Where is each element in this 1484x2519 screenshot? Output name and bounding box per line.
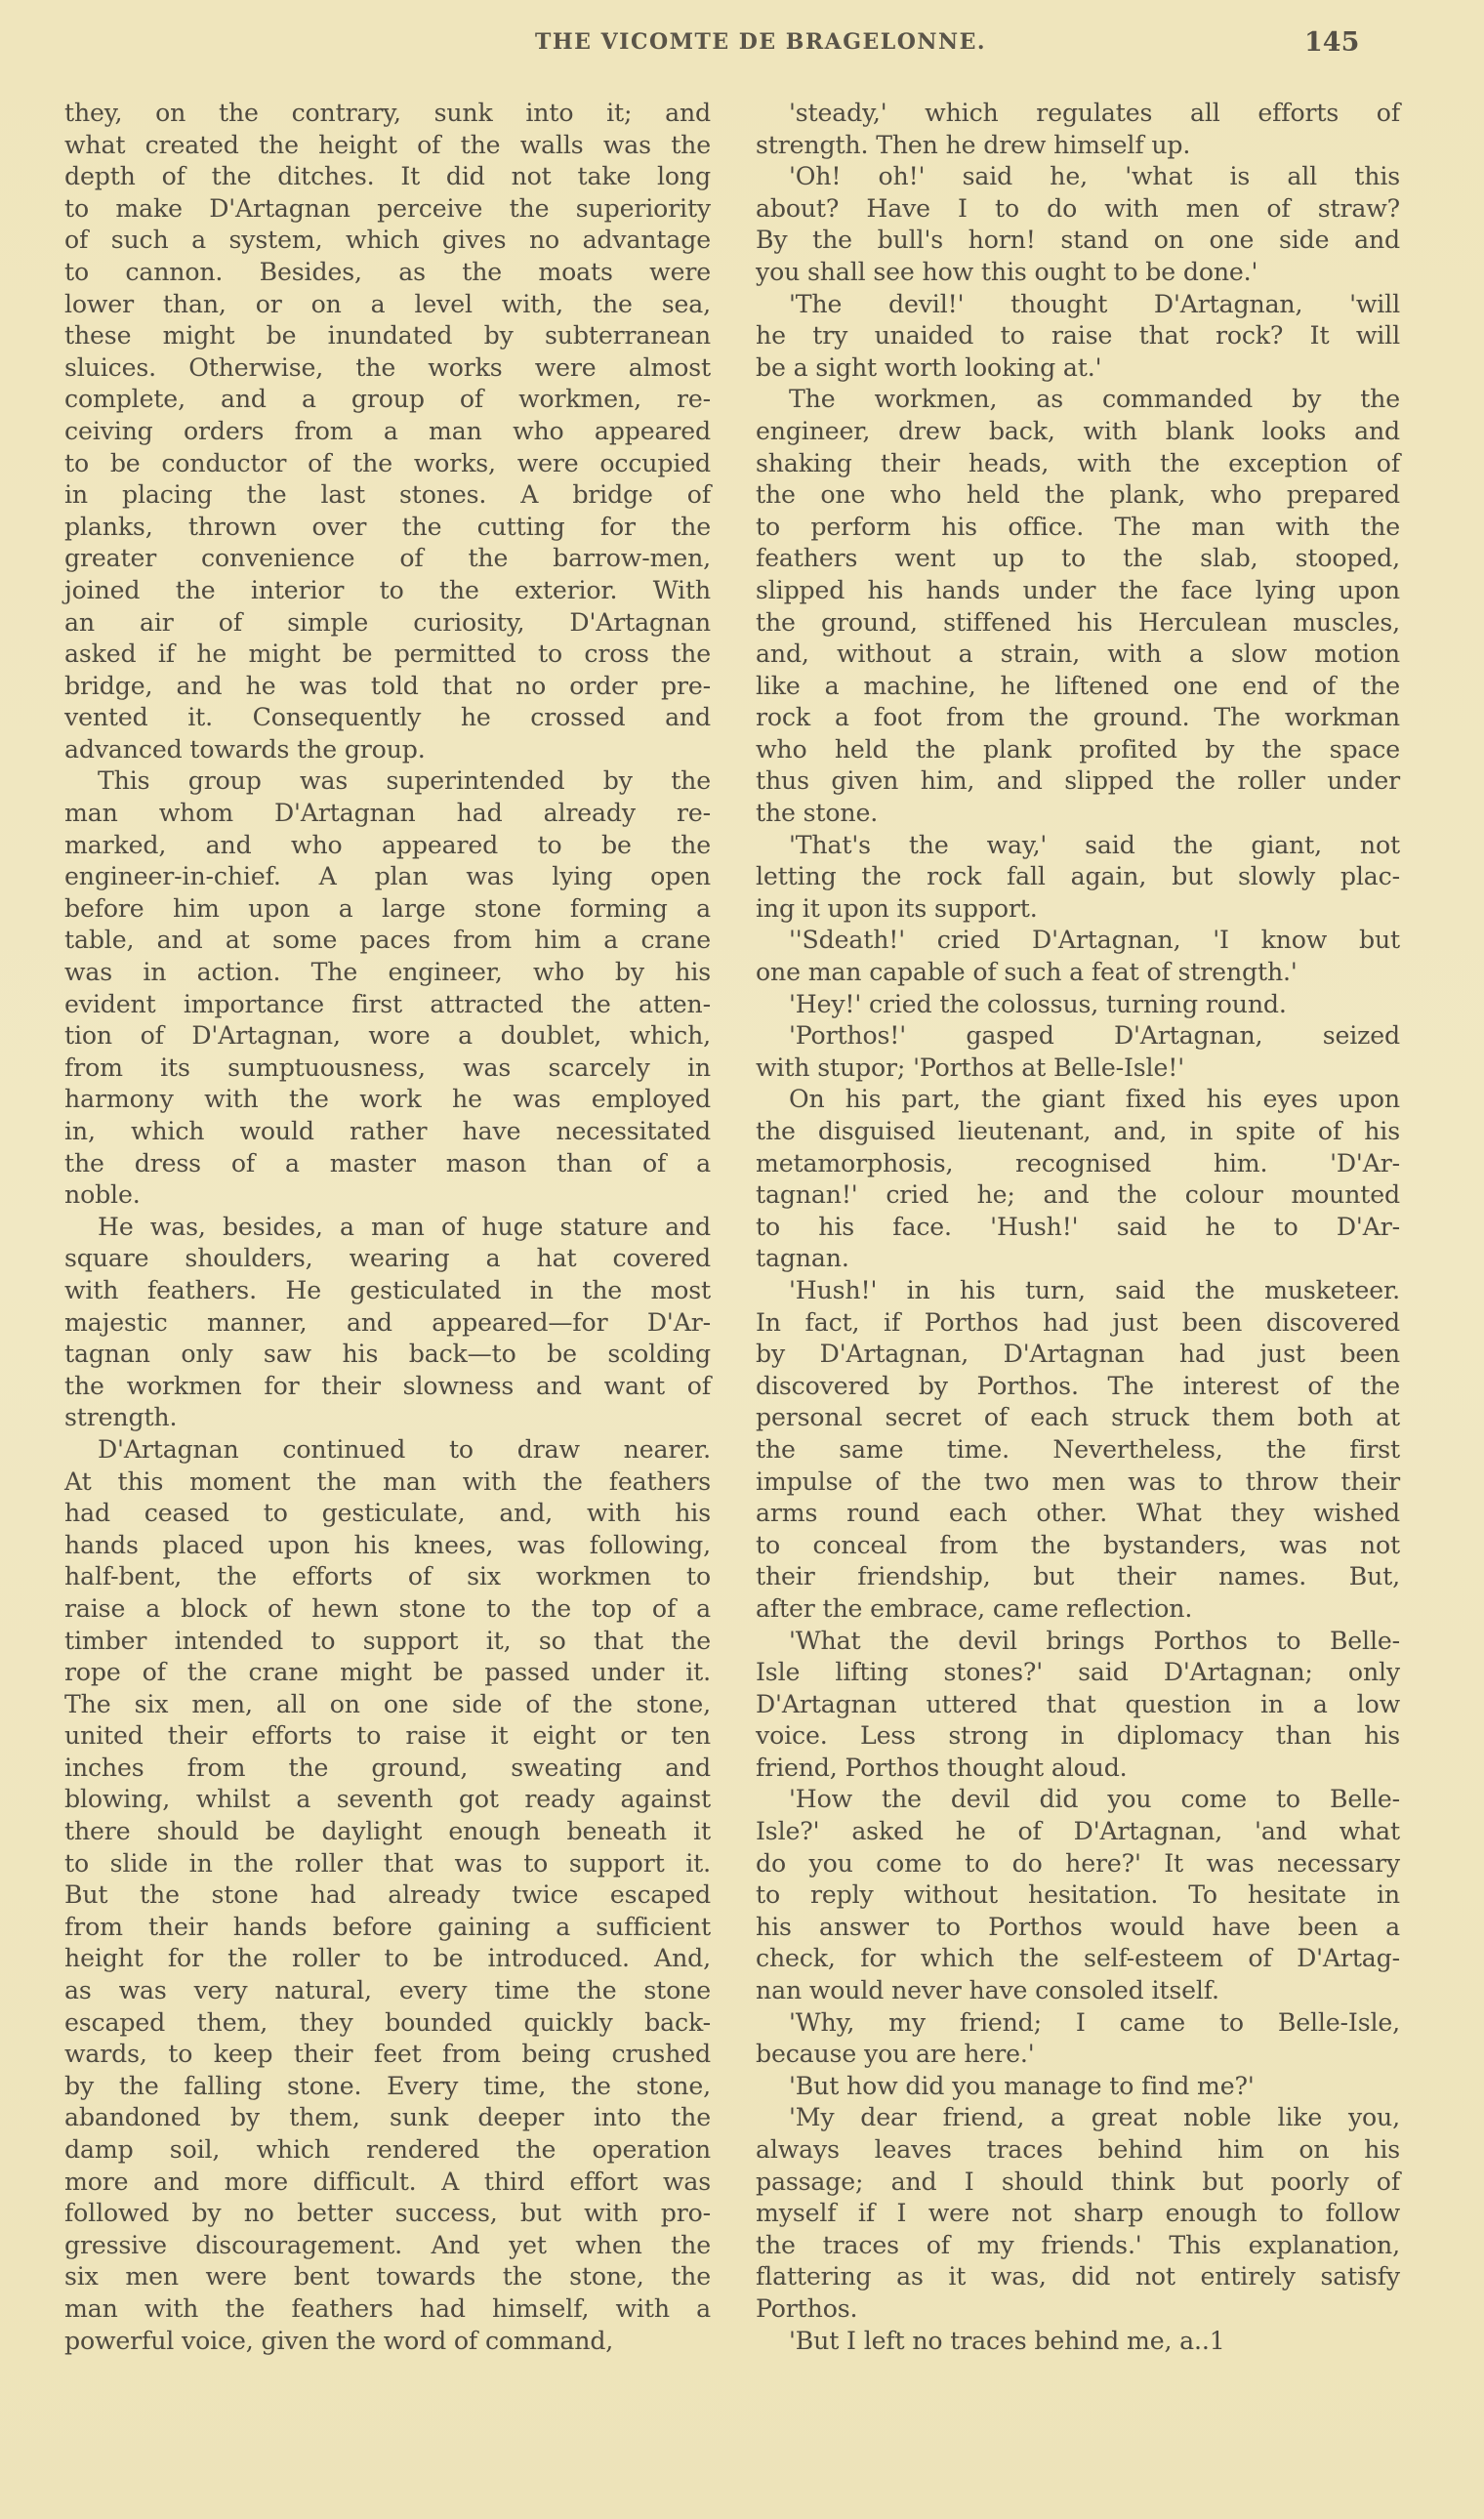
text-line: majestic manner, and appeared—for D'Ar- <box>64 1307 711 1337</box>
text-line: metamorphosis, recognised him. 'D'Ar- <box>756 1148 1400 1177</box>
text-line: to conceal from the bystanders, was not <box>756 1530 1400 1559</box>
text-line: with feathers. He gesticulated in the most <box>64 1275 711 1304</box>
text-line: At this moment the man with the feathers <box>64 1466 711 1496</box>
text-line: the dress of a master mason than of a <box>64 1148 711 1177</box>
text-line: their friendship, but their names. But, <box>756 1562 1400 1591</box>
text-line: The workmen, as commanded by the <box>789 385 1400 414</box>
text-line: timber intended to support it, so that the <box>64 1626 711 1655</box>
text-line: The six men, all on one side of the stone, <box>64 1689 711 1718</box>
text-line: raise a block of hewn stone to the top of a <box>64 1593 711 1623</box>
text-line: depth of the ditches. It did not take long <box>64 162 711 191</box>
text-line: He was, besides, a man of huge stature and <box>98 1212 711 1241</box>
text-line: 'Why, my friend; I came to Belle-Isle, <box>789 2007 1400 2037</box>
text-line: the traces of my friends.' This explanation, <box>756 2230 1400 2259</box>
text-line: shaking their heads, with the exception of <box>756 448 1400 477</box>
text-line: Isle?' asked he of D'Artagnan, 'and what <box>756 1817 1400 1846</box>
text-line: because you are here.' <box>756 2040 1035 2069</box>
text-line: letting the rock fall again, but slowly plac- <box>756 862 1400 891</box>
text-line: who held the plank profited by the space <box>756 734 1400 764</box>
text-line: 'Hey!' cried the colossus, turning round. <box>789 989 1287 1018</box>
text-line: powerful voice, given the word of command, <box>64 2326 614 2355</box>
text-line: D'Artagnan uttered that question in a low <box>756 1689 1400 1718</box>
text-line: man with the feathers had himself, with a <box>64 2293 711 2323</box>
text-line: to his face. 'Hush!' said he to D'Ar- <box>756 1212 1400 1241</box>
text-line: planks, thrown over the cutting for the <box>64 512 711 541</box>
running-title: THE VICOMTE DE BRAGELONNE. <box>535 29 987 55</box>
text-line: his answer to Porthos would have been a <box>756 1912 1400 1941</box>
text-line: 'The devil!' thought D'Artagnan, 'will <box>789 289 1400 318</box>
text-line: to cannon. Besides, as the moats were <box>64 257 711 286</box>
text-line: he try unaided to raise that rock? It will <box>756 321 1400 351</box>
text-line: 'But I left no traces behind me, a..1 <box>789 2326 1225 2355</box>
text-line: passage; and I should think but poorly of <box>756 2167 1400 2196</box>
text-line: as was very natural, every time the stone <box>64 1976 711 2005</box>
text-line: bridge, and he was told that no order pre- <box>64 671 711 700</box>
text-line: they, on the contrary, sunk into it; and <box>64 99 711 127</box>
text-line: strength. Then he drew himself up. <box>756 130 1191 159</box>
text-line: But the stone had already twice escaped <box>64 1880 711 1910</box>
text-line: 'That's the way,' said the giant, not <box>789 830 1400 859</box>
text-line: what created the height of the walls was the <box>64 130 711 159</box>
text-line: from its sumptuousness, was scarcely in <box>64 1053 711 1082</box>
text-line: In fact, if Porthos had just been discovered <box>756 1307 1400 1337</box>
text-line: tagnan only saw his back—to be scolding <box>64 1340 711 1369</box>
text-line: ceiving orders from a man who appeared <box>64 416 711 445</box>
text-line: in, which would rather have necessitated <box>64 1117 711 1145</box>
text-line: feathers went up to the slab, stooped, <box>756 544 1400 573</box>
running-header <box>0 27 1484 66</box>
text-line: united their efforts to raise it eight or ten <box>64 1721 711 1751</box>
text-line: abandoned by them, sunk deeper into the <box>64 2103 711 2132</box>
text-line: ing it upon its support. <box>756 893 1038 923</box>
text-line: the same time. Nevertheless, the first <box>756 1434 1400 1464</box>
text-line: asked if he might be permitted to cross the <box>64 640 711 669</box>
text-line: the stone. <box>756 799 879 828</box>
text-line: in placing the last stones. A bridge of <box>64 480 711 510</box>
text-line: Porthos. <box>756 2293 858 2323</box>
text-line: the one who held the plank, who prepared <box>756 480 1400 510</box>
text-line: by the falling stone. Every time, the stone, <box>64 2071 711 2100</box>
text-line: by D'Artagnan, D'Artagnan had just been <box>756 1340 1400 1369</box>
text-line: gressive discouragement. And yet when the <box>64 2230 711 2259</box>
text-line: always leaves traces behind him on his <box>756 2135 1400 2164</box>
text-line: tion of D'Artagnan, wore a doublet, which, <box>64 1021 711 1051</box>
text-line: On his part, the giant fixed his eyes upon <box>789 1085 1400 1114</box>
text-line: an air of simple curiosity, D'Artagnan <box>64 607 711 637</box>
text-line: the ground, stiffened his Herculean muscles, <box>756 607 1400 637</box>
text-line: to perform his office. The man with the <box>756 512 1400 541</box>
text-line: 'My dear friend, a great noble like you, <box>789 2103 1400 2132</box>
text-line: myself if I were not sharp enough to follow <box>756 2199 1400 2228</box>
text-line: table, and at some paces from him a crane <box>64 926 711 955</box>
text-line: engineer-in-chief. A plan was lying open <box>64 862 711 891</box>
text-line: more and more difficult. A third effort was <box>64 2167 711 2196</box>
text-line: was in action. The engineer, who by his <box>64 958 711 987</box>
text-line: be a sight worth looking at.' <box>756 352 1102 382</box>
text-line: engineer, drew back, with blank looks and <box>756 416 1400 445</box>
text-line: marked, and who appeared to be the <box>64 830 711 859</box>
text-line: to make D'Artagnan perceive the superiority <box>64 193 711 223</box>
text-line: to be conductor of the works, were occupied <box>64 448 711 477</box>
text-line: the workmen for their slowness and want of <box>64 1371 711 1400</box>
text-line: tagnan. <box>756 1244 849 1273</box>
text-line: impulse of the two men was to throw their <box>756 1466 1400 1496</box>
text-line: harmony with the work he was employed <box>64 1085 711 1114</box>
text-line: check, for which the self-esteem of D'Artag- <box>756 1944 1400 1973</box>
text-line: from their hands before gaining a sufficient <box>64 1912 711 1941</box>
text-line: 'But how did you manage to find me?' <box>789 2071 1255 2100</box>
text-line: Isle lifting stones?' said D'Artagnan; only <box>756 1658 1400 1687</box>
text-line: do you come to do here?' It was necessary <box>756 1848 1400 1878</box>
text-line: square shoulders, wearing a hat covered <box>64 1244 711 1273</box>
text-line: one man capable of such a feat of strength.' <box>756 958 1298 987</box>
text-line: friend, Porthos thought aloud. <box>756 1753 1128 1782</box>
text-line: By the bull's horn! stand on one side and <box>756 226 1400 255</box>
text-line: there should be daylight enough beneath it <box>64 1817 711 1846</box>
text-line: damp soil, which rendered the operation <box>64 2135 711 2164</box>
text-line: to reply without hesitation. To hesitate in <box>756 1880 1400 1910</box>
right-column <box>756 98 1400 2357</box>
text-line: blowing, whilst a seventh got ready against <box>64 1785 711 1814</box>
text-line: half-bent, the efforts of six workmen to <box>64 1562 711 1591</box>
text-line: 'Oh! oh!' said he, 'what is all this <box>789 162 1400 191</box>
text-line: with stupor; 'Porthos at Belle-Isle!' <box>756 1053 1184 1082</box>
text-line: had ceased to gesticulate, and, with his <box>64 1499 711 1528</box>
text-line: the disguised lieutenant, and, in spite of his <box>756 1117 1400 1145</box>
text-line: escaped them, they bounded quickly back- <box>64 2007 711 2037</box>
left-column <box>64 98 711 2357</box>
text-line: tagnan!' cried he; and the colour mounted <box>756 1180 1400 1210</box>
text-line: arms round each other. What they wished <box>756 1499 1400 1528</box>
text-line: greater convenience of the barrow-men, <box>64 544 711 573</box>
text-line: joined the interior to the exterior. With <box>64 575 711 604</box>
text-line: after the embrace, came reflection. <box>756 1593 1193 1623</box>
text-line: nan would never have consoled itself. <box>756 1976 1219 2005</box>
text-line: 'Porthos!' gasped D'Artagnan, seized <box>789 1021 1400 1051</box>
text-line: advanced towards the group. <box>64 734 426 764</box>
text-line: to slide in the roller that was to support it. <box>64 1848 711 1878</box>
text-line: height for the roller to be introduced. And, <box>64 1944 711 1973</box>
text-line: 'What the devil brings Porthos to Belle- <box>789 1626 1400 1655</box>
text-line: rock a foot from the ground. The workman <box>756 703 1400 732</box>
text-line: man whom D'Artagnan had already re- <box>64 799 711 828</box>
text-line: about? Have I to do with men of straw? <box>756 193 1400 223</box>
text-line: before him upon a large stone forming a <box>64 893 711 923</box>
text-line: personal secret of each struck them both at <box>756 1403 1400 1432</box>
text-line: 'steady,' which regulates all efforts of <box>789 99 1400 127</box>
text-line: rope of the crane might be passed under it. <box>64 1658 711 1687</box>
text-line: 'How the devil did you come to Belle- <box>789 1785 1400 1814</box>
text-line: evident importance first attracted the atten- <box>64 989 711 1018</box>
text-line: D'Artagnan continued to draw nearer. <box>98 1434 711 1464</box>
text-line: voice. Less strong in diplomacy than his <box>756 1721 1400 1751</box>
text-line: inches from the ground, sweating and <box>64 1753 711 1782</box>
text-line: hands placed upon his knees, was following, <box>64 1530 711 1559</box>
text-line: you shall see how this ought to be done.' <box>756 257 1258 286</box>
text-line: 'Hush!' in his turn, said the musketeer. <box>789 1275 1400 1304</box>
text-line: six men were bent towards the stone, the <box>64 2262 711 2292</box>
text-line: of such a system, which gives no advantage <box>64 226 711 255</box>
text-line: lower than, or on a level with, the sea, <box>64 289 711 318</box>
page-number: 145 <box>1304 27 1360 58</box>
text-line: flattering as it was, did not entirely satisfy <box>756 2262 1400 2292</box>
text-line: discovered by Porthos. The interest of the <box>756 1371 1400 1400</box>
text-line: This group was superintended by the <box>98 766 711 796</box>
text-line: complete, and a group of workmen, re- <box>64 385 711 414</box>
text-line: noble. <box>64 1180 141 1210</box>
text-line: slipped his hands under the face lying upon <box>756 575 1400 604</box>
text-line: vented it. Consequently he crossed and <box>64 703 711 732</box>
text-line: sluices. Otherwise, the works were almost <box>64 352 711 382</box>
text-line: followed by no better success, but with pro- <box>64 2199 711 2228</box>
text-line: thus given him, and slipped the roller under <box>756 766 1400 796</box>
text-line: like a machine, he liftened one end of the <box>756 671 1400 700</box>
text-line: ''Sdeath!' cried D'Artagnan, 'I know but <box>789 926 1400 955</box>
text-line: these might be inundated by subterranean <box>64 321 711 351</box>
text-line: strength. <box>64 1403 178 1432</box>
text-line: wards, to keep their feet from being crushed <box>64 2040 711 2069</box>
text-line: and, without a strain, with a slow motion <box>756 640 1400 669</box>
